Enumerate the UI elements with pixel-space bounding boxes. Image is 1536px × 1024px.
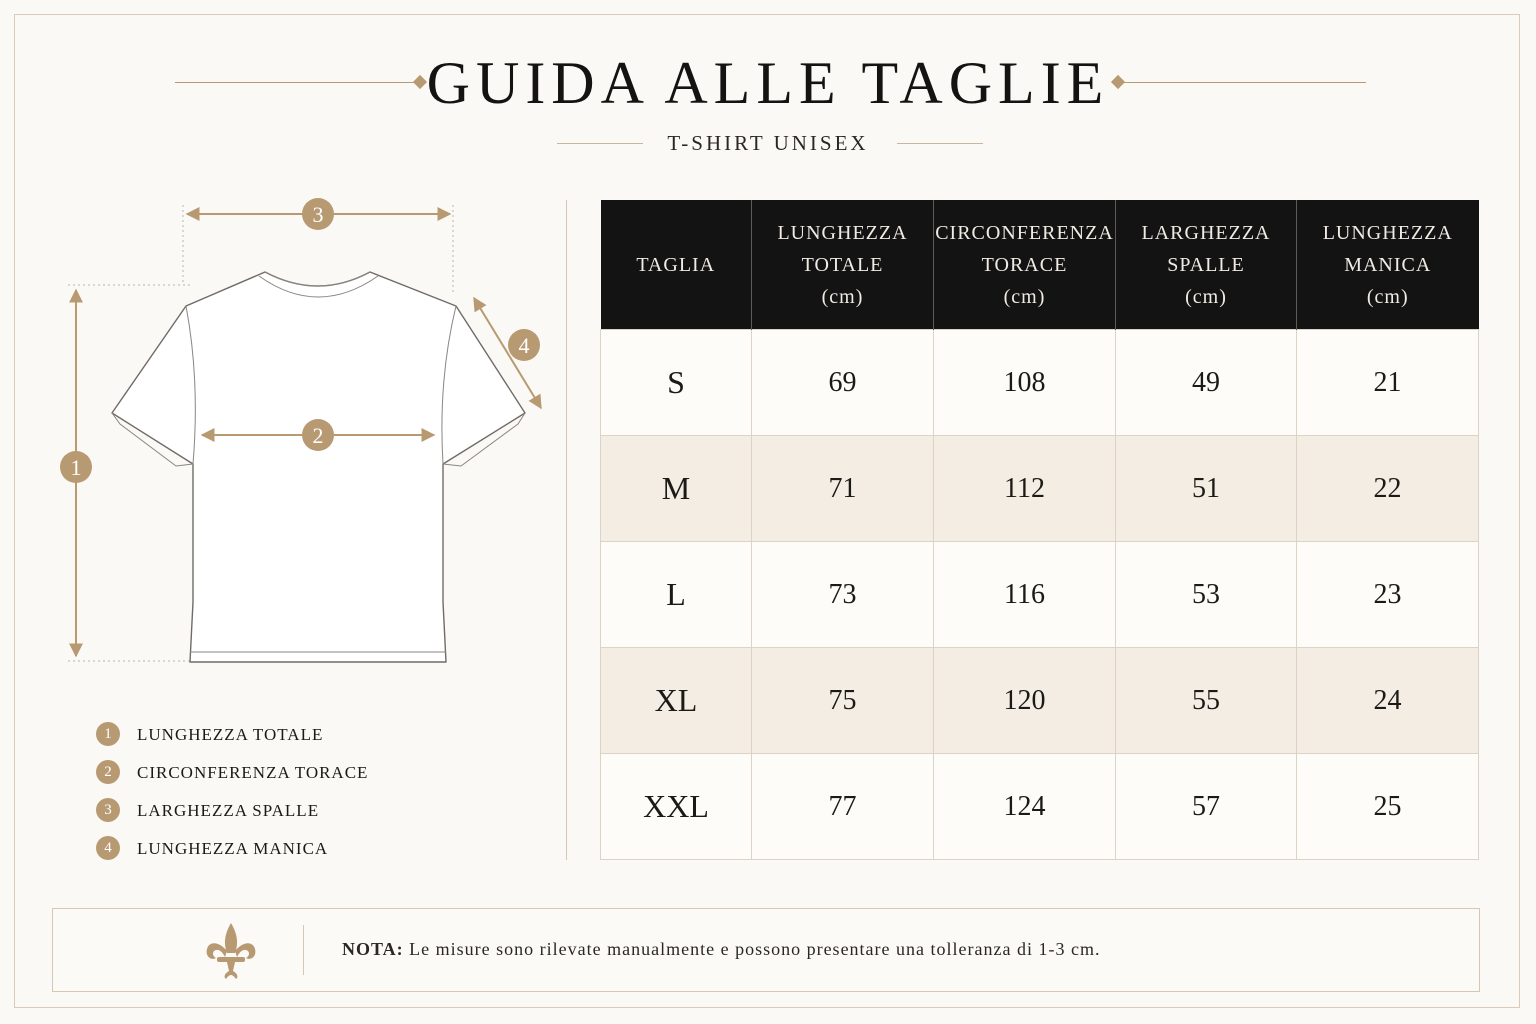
cell-value: 21: [1297, 330, 1479, 436]
cell-value: 120: [934, 648, 1116, 754]
legend-number: 3: [96, 798, 120, 822]
cell-size: XXL: [601, 754, 752, 860]
page-subtitle: T-SHIRT UNISEX: [667, 131, 869, 155]
header-larghezza-spalle: LARGHEZZA SPALLE (cm): [1116, 200, 1297, 330]
measure-marker-1: [60, 451, 92, 483]
table-row: [601, 542, 1479, 648]
title-rule-right: [1120, 82, 1366, 83]
header-lunghezza-totale: LUNGHEZZA TOTALE (cm): [752, 200, 934, 330]
cell-value: 69: [752, 330, 934, 436]
cell-value: 55: [1116, 648, 1297, 754]
svg-text:1: 1: [70, 455, 82, 480]
tshirt-outline: [112, 272, 525, 662]
table-row: [601, 436, 1479, 542]
cell-value: 108: [934, 330, 1116, 436]
note-body: Le misure sono rilevate manualmente e possono presentare una tolleranza di 1-3 cm.: [403, 939, 1101, 959]
size-table: [600, 200, 1479, 860]
legend-label: LUNGHEZZA MANICA: [137, 839, 329, 858]
legend-number: 2: [96, 760, 120, 784]
cell-value: 124: [934, 754, 1116, 860]
cell-value: 24: [1297, 648, 1479, 754]
header-taglia: TAGLIA: [601, 200, 752, 330]
note-text: [342, 939, 1100, 960]
legend-label: LUNGHEZZA TOTALE: [137, 725, 324, 744]
cell-value: 57: [1116, 754, 1297, 860]
table-header-row: [601, 200, 1479, 330]
cell-value: 71: [752, 436, 934, 542]
section-divider: [566, 200, 567, 860]
legend-label: LARGHEZZA SPALLE: [137, 801, 320, 820]
tshirt-diagram: [0, 0, 566, 700]
subtitle-rule-right: [897, 143, 983, 144]
legend-label: CIRCONFERENZA TORACE: [137, 763, 369, 782]
cell-value: 53: [1116, 542, 1297, 648]
cell-value: 73: [752, 542, 934, 648]
measure-marker-2: [302, 419, 334, 451]
table-row: [601, 648, 1479, 754]
cell-value: 112: [934, 436, 1116, 542]
svg-text:4: 4: [518, 333, 530, 358]
table-row: [601, 330, 1479, 436]
header-circonferenza-torace: CIRCONFERENZA TORACE (cm): [934, 200, 1116, 330]
cell-size: XL: [601, 648, 752, 754]
cell-value: 25: [1297, 754, 1479, 860]
cell-value: 23: [1297, 542, 1479, 648]
cell-value: 77: [752, 754, 934, 860]
cell-value: 116: [934, 542, 1116, 648]
legend-number: 1: [96, 722, 120, 746]
svg-text:2: 2: [312, 423, 324, 448]
cell-value: 22: [1297, 436, 1479, 542]
cell-value: 51: [1116, 436, 1297, 542]
note-box: [52, 908, 1480, 992]
cell-value: 49: [1116, 330, 1297, 436]
legend-number: 4: [96, 836, 120, 860]
cell-size: S: [601, 330, 752, 436]
measure-marker-3: [302, 198, 334, 230]
cell-value: 75: [752, 648, 934, 754]
page-title: GUIDA ALLE TAGLIE: [426, 50, 1110, 116]
cell-size: L: [601, 542, 752, 648]
svg-text:3: 3: [312, 202, 324, 227]
table-row: [601, 754, 1479, 860]
note-label: NOTA:: [342, 939, 404, 959]
header-lunghezza-manica: LUNGHEZZA MANICA (cm): [1297, 200, 1479, 330]
cell-size: M: [601, 436, 752, 542]
measure-marker-4: [508, 329, 540, 361]
note-separator: [303, 925, 304, 975]
fleur-de-lis-icon: [203, 921, 259, 981]
